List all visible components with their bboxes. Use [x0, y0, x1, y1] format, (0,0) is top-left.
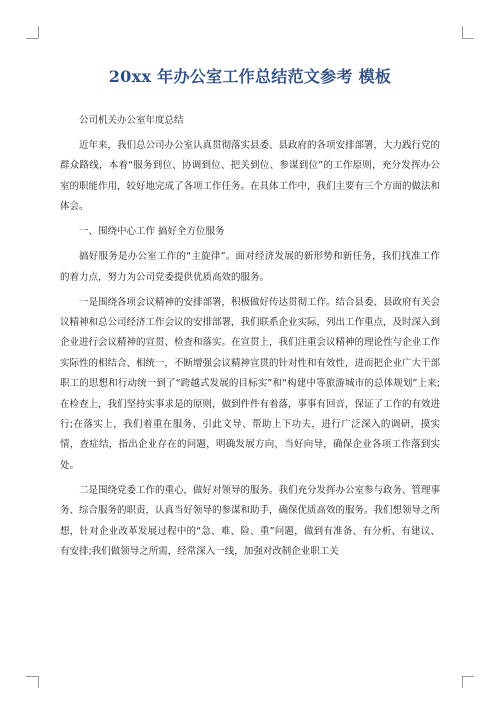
section-heading: 一、围绕中心工作 搞好全方位服务 — [79, 226, 225, 238]
body-paragraph: 二是围绕党委工作的重心，做好对领导的服务。我们充分发挥办公室参与政务、管理事务、综合服务的职责，认真当好领导的参谋和助手，确保优质高效的服务。我们想领导之所想，针对企业改革发展过程中的“急、难、险、重”问题，做到有准备、有分析、有建议、有安排;我们做领导之所需，经常深入一线，加强对改制企业职工关 — [60, 484, 441, 558]
document-title: 20xx 年办公室工作总结范文参考 模板 — [108, 67, 392, 86]
body-paragraph: 一是围绕各项会议精神的安排部署，积极做好传达贯彻工作。结合县委、县政府有关会议精神和总公司经济工作会议的安排部署，我们联系企业实际，列出工作重点，及时深入到企业进行会议精神的宣贯、检查和落实。在宣贯上，我们注重会议精神的理论性与企业工作实际性的相结合、相统一，不断增强会议精神宣贯的针对性和有效性，进而把企业广大干部职工的思想和行动统一到了“跨越式发展的目标实”和“构建中等旅游城市的总体规划”上来;在检查上，我们坚持实事求是的原则，做到件件有着落，事事有回音，保证了工作的有效进行;在落实上，我们着重在服务、引此文导、帮助上下功夫，进行广泛深入的调研，摸实情，查症结，指出企业存在的问题，明确发展方向，当好向导，确保企业各项工作落到实处。 — [60, 296, 441, 471]
body-paragraph: 近年来，我们总公司办公室认真贯彻落实县委、县政府的各项安排部署，大力践行党的群众路线，本着“服务到位、协调到位、把关到位、参谋到位”的工作原则，充分发挥办公室的职能作用，较好地完成了各项工作任务。在具体工作中，我们主要有三个方面的做法和体会。 — [60, 140, 441, 213]
crop-mark-bottom-left-h — [26, 676, 38, 677]
document-body — [60, 111, 440, 563]
crop-mark-top-right-h — [462, 38, 474, 39]
crop-mark-bottom-right-h — [462, 676, 474, 677]
crop-mark-top-left-h — [26, 38, 38, 39]
section-heading: 公司机关办公室年度总结 — [79, 115, 184, 126]
crop-mark-bottom-left-v — [38, 676, 39, 688]
crop-mark-top-left-v — [38, 26, 39, 38]
crop-mark-top-right-v — [462, 26, 463, 38]
crop-mark-bottom-right-v — [462, 676, 463, 688]
body-paragraph: 搞好服务是办公室工作的“主旋律”。面对经济发展的新形势和新任务，我们找准工作的着力点，努力为公司党委提供优质高效的服务。 — [60, 251, 440, 283]
